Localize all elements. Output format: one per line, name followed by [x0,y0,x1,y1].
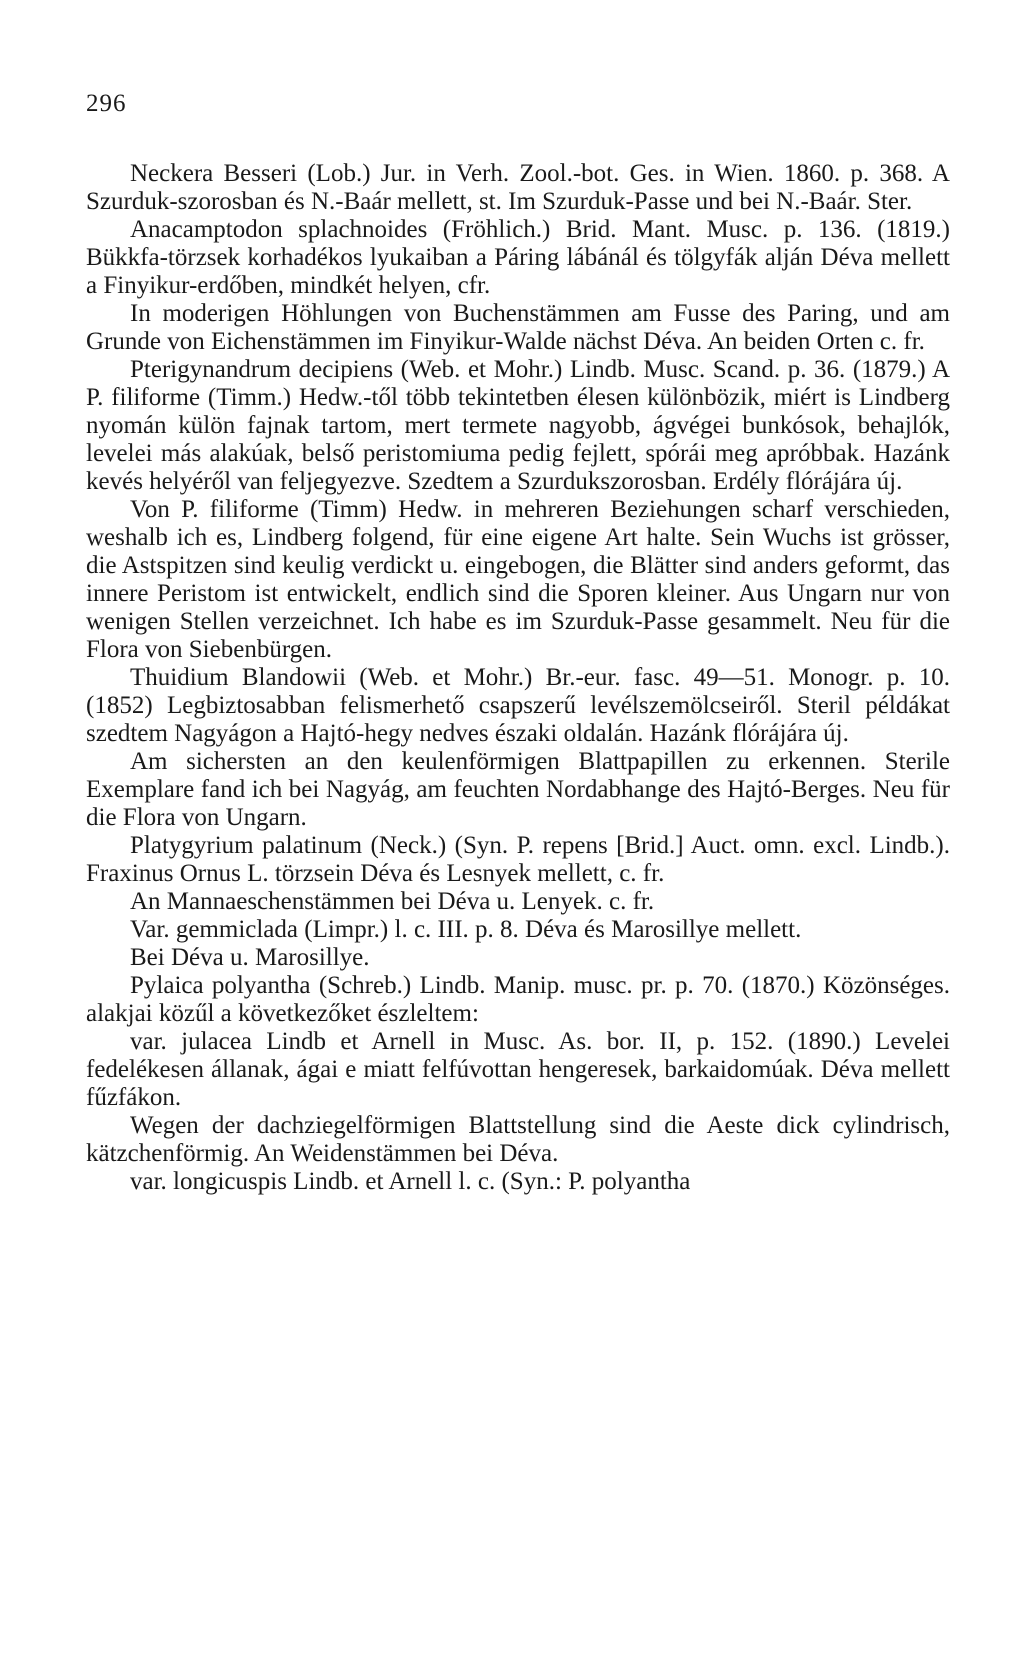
paragraph-thuidium: Thuidium Blandowii (Web. et Mohr.) Br.-eur. fasc. 49—51. Monogr. p. 10. (1852) Legbiztosabban felismerhető csapszerű levélszemölcseiről. Steril példákat szedtem Nagyágon a Hajtó-hegy nedves északi oldalán. Hazánk flórájára új. [86,664,950,747]
paragraph-pterigynandrum-german: Von P. filiforme (Timm) Hedw. in mehreren Beziehungen scharf verschieden, weshalb ich es, Lindberg folgend, für eine eigene Art halte. Sein Wuchs ist grösser, die Astspitzen sind keulig verdickt u. eingebogen, die Blätter sind anders geformt, das innere Peristom ist entwickelt, endlich sind die Sporen kleiner. Aus Ungarn nur von wenigen Stellen verzeichnet. Ich habe es im Szurduk-Passe gesammelt. Neu für die Flora von Siebenbürgen. [86,496,950,663]
paragraph-anacamptodon-german: In moderigen Höhlungen von Buchenstämmen am Fusse des Paring, und am Grunde von Eichenstämmen im Finyikur-Walde nächst Déva. An beiden Orten c. fr. [86,300,950,355]
paragraph-pylaica: Pylaica polyantha (Schreb.) Lindb. Manip. musc. pr. p. 70. (1870.) Közönséges. alakjai közűl a következőket észleltem: [86,972,950,1027]
paragraph-pterigynandrum: Pterigynandrum decipiens (Web. et Mohr.) Lindb. Musc. Scand. p. 36. (1879.) A P. filiforme (Timm.) Hedw.-től több tekintetben élesen különbözik, miért is Lindberg nyomán külön fajnak tartom, mert termete nagyobb, ágvégei bunkósok, behajlók, levelei más alakúak, belső peristomiuma pedig fejlett, spórái meg apróbbak. Hazánk kevés helyéről van feljegyezve. Szedtem a Szurdukszorosban. Erdély flórájára új. [86,356,950,495]
paragraph-var-gemmiclada-german: Bei Déva u. Marosillye. [130,944,370,971]
paragraph-var-julacea: var. julacea Lindb et Arnell in Musc. As. bor. II, p. 152. (1890.) Levelei fedelékesen állanak, ágai e miatt felfúvottan hengeresek, barkaidomúak. Déva mellett fűzfákon. [86,1028,950,1111]
paragraph-platygyrium-german: An Mannaeschenstämmen bei Déva u. Lenyek. c. fr. [130,888,655,915]
paragraph-platygyrium: Platygyrium palatinum (Neck.) (Syn. P. repens [Brid.] Auct. omn. excl. Lindb.). Fraxinus Ornus L. törzsein Déva és Lesnyek mellett, c. fr. [86,832,950,887]
paragraph-var-julacea-german: Wegen der dachziegelförmigen Blattstellung sind die Aeste dick cylindrisch, kätzchenförmig. An Weidenstämmen bei Déva. [86,1112,950,1167]
paragraph-var-longicuspis: var. longicuspis Lindb. et Arnell l. c. (Syn.: P. polyantha [130,1168,691,1195]
paragraph-thuidium-german: Am sichersten an den keulenförmigen Blattpapillen zu erkennen. Sterile Exemplare fand ich bei Nagyág, am feuchten Nordabhange des Hajtó-Berges. Neu für die Flora von Ungarn. [86,748,950,831]
paragraph-var-gemmiclada: Var. gemmiclada (Limpr.) l. c. III. p. 8. Déva és Marosillye mellett. [130,916,802,943]
page-number: 296 [86,90,127,117]
page-body [86,160,950,1196]
paragraph-anacamptodon: Anacamptodon splachnoides (Fröhlich.) Brid. Mant. Musc. p. 136. (1819.) Bükkfa-törzsek korhadékos lyukaiban a Páring lábánál és tölgyfák alján Déva mellett a Finyikur-erdőben, mindkét helyen, cfr. [86,216,950,299]
paragraph-neckera: Neckera Besseri (Lob.) Jur. in Verh. Zool.-bot. Ges. in Wien. 1860. p. 368. A Szurduk-szorosban és N.-Baár mellett, st. Im Szurduk-Passe und bei N.-Baár. Ster. [86,160,950,215]
